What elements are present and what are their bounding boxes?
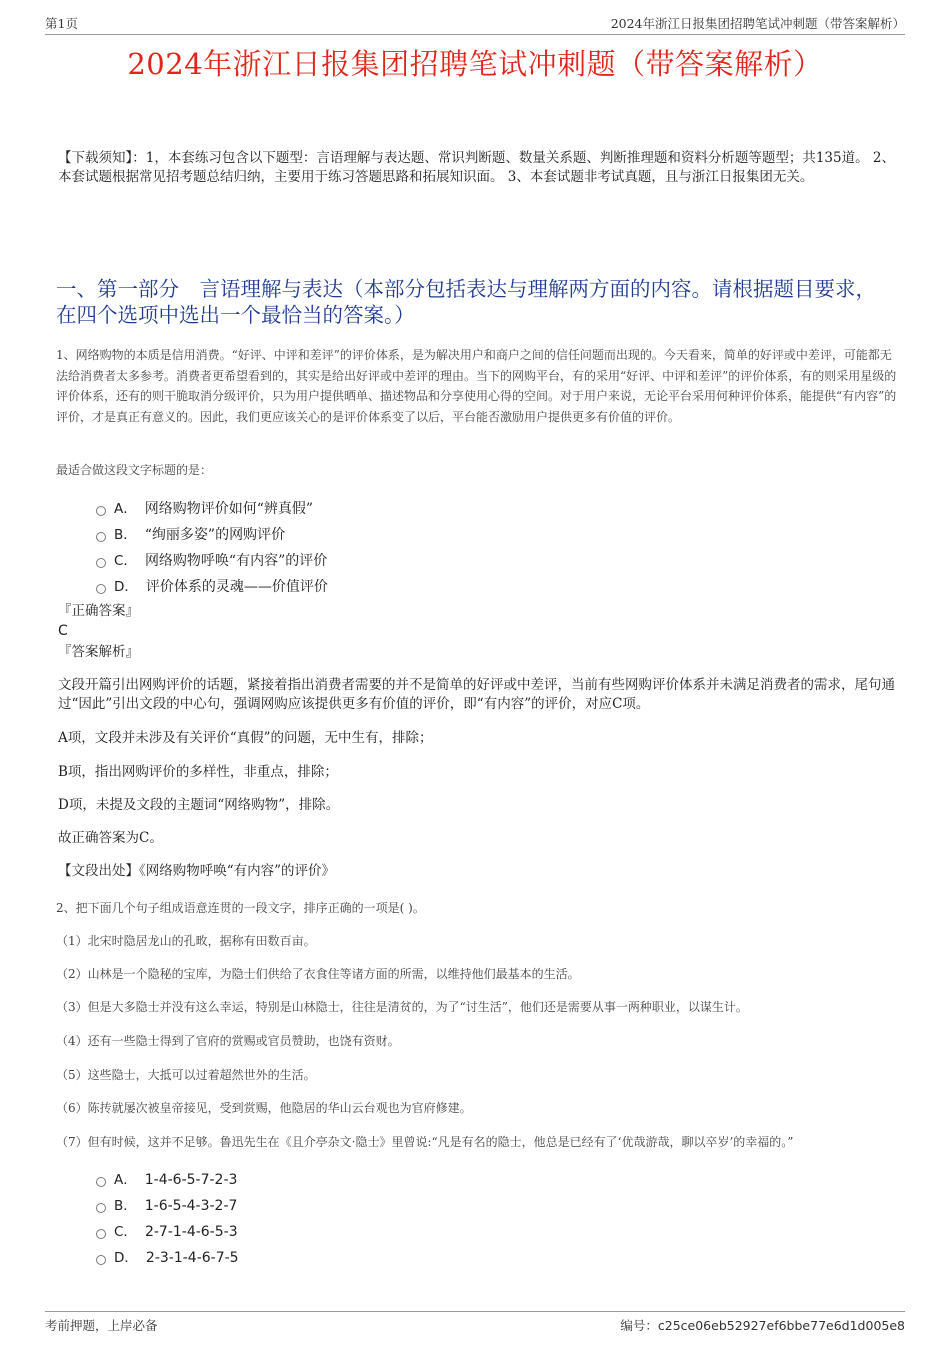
q2-option-c[interactable]: C． 2-7-1-4-6-5-3 <box>96 1220 238 1242</box>
q2-option-a[interactable]: A． 1-4-6-5-7-2-3 <box>96 1168 237 1190</box>
radio-icon[interactable] <box>96 532 106 542</box>
q1-option-a[interactable]: A． 网络购物评价如何“辨真假” <box>96 497 313 519</box>
download-notice: 【下载须知】：1，本套练习包含以下题型：言语理解与表达题、常识判断题、数量关系题、判断推理题和资料分析题等题型；共135道。 2、本套试题根据常见招考题总结归纳，主要用于练习答题思路和拓展知识面。 3、本套试题非考试真题，且与浙江日报集团无关。 <box>58 150 895 185</box>
analysis-d-note: D项，未提及文段的主题词“网络购物”，排除。 <box>58 797 340 813</box>
q2-sentence-1: （1）北宋时隐居龙山的孔畋，据称有田数百亩。 <box>56 934 316 948</box>
page-footer <box>45 1311 905 1336</box>
radio-icon[interactable] <box>96 1203 106 1213</box>
q2-sentence-7: （7）但有时候，这并不足够。鲁迅先生在《且介亭杂文·隐士》里曾说:“凡是有名的隐士，他总是已经有了‘优哉游哉，聊以卒岁’的幸福的。” <box>56 1135 794 1149</box>
q2-option-b[interactable]: B． 1-6-5-4-3-2-7 <box>96 1194 237 1216</box>
passage-source: 【文段出处】《网络购物呼唤“有内容”的评价》 <box>58 863 336 879</box>
section-title: 一、第一部分 言语理解与表达（本部分包括表达与理解两方面的内容。请根据题目要求，在四个选项中选出一个最恰当的答案。） <box>56 277 876 327</box>
q1-option-d[interactable]: D． 评价体系的灵魂——价值评价 <box>96 575 328 597</box>
analysis-a-note: A项，文段并未涉及有关评价“真假”的问题，无中生有，排除； <box>58 730 433 746</box>
radio-icon[interactable] <box>96 1177 106 1187</box>
q2-stem: 2、把下面几个句子组成语意连贯的一段文字，排序正确的一项是( )。 <box>56 901 425 915</box>
radio-icon[interactable] <box>96 558 106 568</box>
analysis-text: 文段开篇引出网购评价的话题，紧接着指出消费者需要的并不是简单的好评或中差评，当前有些网购评价体系并未满足消费者的需求，尾句通过“因此”引出文段的中心句，强调网购应该提供更多有价值的评价，即“有内容”的评价，对应C项。 <box>58 677 895 712</box>
q1-option-c[interactable]: C． 网络购物呼唤“有内容”的评价 <box>96 549 327 571</box>
footer-doc-id: 编号：c25ce06eb52927ef6bbe77e6d1d005e8 <box>620 1318 905 1333</box>
answer-heading: 『正确答案』 <box>58 603 139 619</box>
page-number: 第1页 <box>45 16 78 31</box>
header-doc-title: 2024年浙江日报集团招聘笔试冲刺题（带答案解析） <box>610 16 905 31</box>
analysis-heading: 『答案解析』 <box>58 644 139 660</box>
q2-sentence-6: （6）陈抟就屡次被皇帝接见，受到赏赐，他隐居的华山云台观也为官府修建。 <box>56 1101 472 1115</box>
radio-icon[interactable] <box>96 1255 106 1265</box>
q2-sentence-2: （2）山林是一个隐秘的宝库，为隐士们供给了衣食住等诸方面的所需，以维持他们最基本的生活。 <box>56 967 580 981</box>
q2-sentence-4: （4）还有一些隐士得到了官府的赏赐或官员赞助，也饶有资财。 <box>56 1034 400 1048</box>
correct-answer: C <box>58 623 68 639</box>
q2-option-d[interactable]: D． 2-3-1-4-6-7-5 <box>96 1246 239 1268</box>
footer-slogan: 考前押题，上岸必备 <box>45 1318 158 1333</box>
q1-passage: 1、网络购物的本质是信用消费。“好评、中评和差评”的评价体系，是为解决用户和商户之间的信任问题而出现的。今天看来，简单的好评或中差评，可能都无法给消费者太多参考。消费者更希望看到的，其实是给出好评或中差评的理由。当下的网购平台，有的采用“好评、中评和差评”的评价体系，有的则采用星级的评价体系，还有的则干脆取消分级评价，只为用户提供晒单、描述物品和分享使用心得的空间。对于用户来说，无论平台采用何种评价体系，能提供“有内容”的评价，才是真正有意义的。因此，我们更应该关心的是评价体系变了以后，平台能否激励用户提供更多有价值的评价。 <box>56 348 897 424</box>
analysis-b-note: B项，指出网购评价的多样性，非重点，排除； <box>58 764 338 780</box>
radio-icon[interactable] <box>96 506 106 516</box>
q2-sentence-5: （5）这些隐士，大抵可以过着超然世外的生活。 <box>56 1068 316 1082</box>
document-title: 2024年浙江日报集团招聘笔试冲刺题（带答案解析） <box>127 47 823 81</box>
page-header <box>45 12 905 35</box>
analysis-conclusion: 故正确答案为C。 <box>58 830 163 846</box>
radio-icon[interactable] <box>96 1229 106 1239</box>
q1-option-b[interactable]: B． “绚丽多姿”的网购评价 <box>96 523 285 545</box>
q2-sentence-3: （3）但是大多隐士并没有这么幸运，特别是山林隐士，往往是清贫的，为了“讨生活”，他们还是需要从事一两种职业，以谋生计。 <box>56 1000 748 1014</box>
radio-icon[interactable] <box>96 584 106 594</box>
q1-prompt: 最适合做这段文字标题的是： <box>56 463 213 477</box>
